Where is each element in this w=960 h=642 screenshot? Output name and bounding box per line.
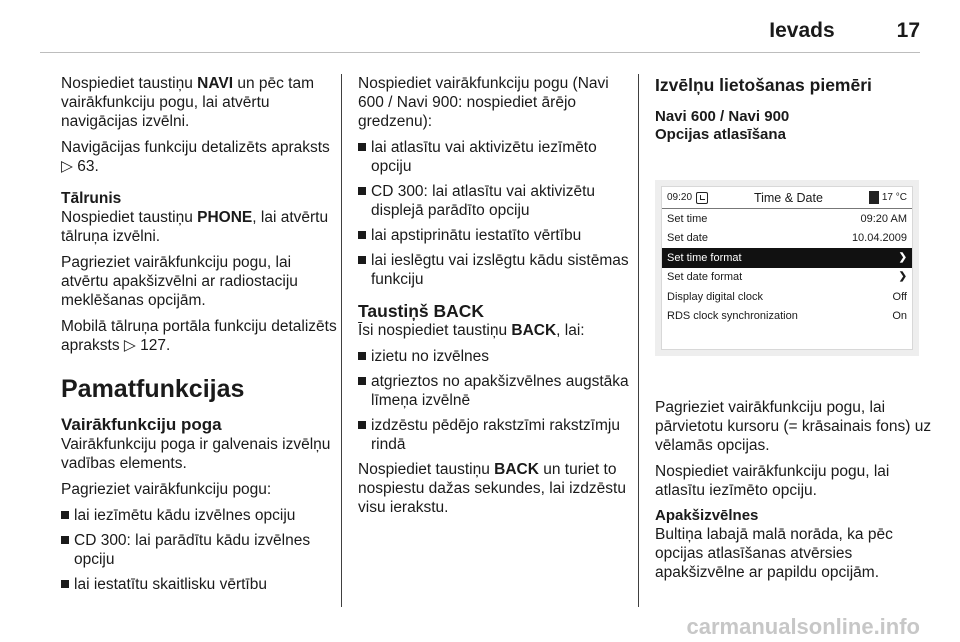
- paragraph-submenu-arrow: Bultiņa labajā malā norāda, ka pēc opcijas atlasīšanas atvērsies apakšizvēlne ar papildu opcijām.: [655, 526, 893, 581]
- paragraph-knob: Vairākfunkciju poga ir galvenais izvēlņu vadības elements.: [61, 436, 331, 472]
- display-screen: [661, 186, 913, 350]
- page-ref-arrow-icon: ▷: [123, 337, 141, 354]
- display-status-bar: [662, 187, 912, 209]
- list-item: izietu no izvēlnes: [358, 347, 634, 366]
- page-title: Ievads: [769, 19, 835, 42]
- header-rule: [40, 52, 920, 53]
- key-back: BACK: [511, 322, 557, 339]
- menu-item-display-digital-clock[interactable]: Display digital clock Off: [667, 290, 907, 303]
- knob-heading: Vairākfunkciju poga: [61, 415, 222, 434]
- page-header: [769, 14, 920, 48]
- paragraph-nav-ref: Navigācijas funkciju detalizēts apraksts ▷ 63.: [61, 139, 330, 175]
- paragraph-rotate: Pagrieziet vairākfunkciju pogu:: [61, 481, 272, 498]
- menu-item-set-time-format[interactable]: Set time format ❯: [662, 248, 912, 268]
- paragraph-cursor: Pagrieziet vairākfunkciju pogu, lai pārvietotu kursoru (= krāsainais fons) uz vēlamās opcijas.: [655, 399, 932, 454]
- display-title: Time & Date: [753, 190, 823, 205]
- menu-examples-heading: Izvēlņu lietošanas piemēri: [655, 75, 872, 95]
- watermark: carmanualsonline.info: [686, 614, 920, 639]
- column-divider-2: [638, 74, 639, 607]
- screenshot-figure: [655, 180, 919, 356]
- page-number: 17: [896, 19, 920, 42]
- chevron-right-icon: ❯: [898, 271, 907, 283]
- submenus-heading: Apakšizvēlnes: [655, 507, 759, 524]
- back-bullet-list: [358, 347, 634, 454]
- rotate-bullet-list: [61, 506, 337, 594]
- option-select-heading: Opcijas atlasīšana: [655, 126, 786, 143]
- menu-item-set-date-format[interactable]: Set date format ❯: [667, 271, 907, 284]
- paragraph-submenu: Pagrieziet vairākfunkciju pogu, lai atvērtu apakšizvēlni ar radiostaciju meklēšanas opcijām.: [61, 254, 298, 309]
- column-3: [655, 74, 935, 589]
- paragraph-phone: Nospiediet taustiņu PHONE, lai atvērtu tālruņa izvēlni.: [61, 209, 329, 245]
- list-item: lai apstiprinātu iestatīto vērtību: [358, 226, 634, 245]
- page-ref-link[interactable]: 127: [140, 337, 166, 354]
- key-navi: NAVI: [197, 75, 234, 92]
- page-ref-link[interactable]: 63: [77, 158, 95, 175]
- list-item: lai ieslēgtu vai izslēgtu kādu sistēmas funkciju: [358, 251, 634, 289]
- navi-model-heading: Navi 600 / Navi 900: [655, 108, 790, 125]
- column-divider-1: [341, 74, 342, 607]
- paragraph-navi: Nospiediet taustiņu NAVI un pēc tam vairākfunkciju pogu, lai atvērtu navigācijas izvēlni.: [61, 75, 315, 130]
- key-back: BACK: [494, 461, 539, 478]
- page-ref-arrow-icon: ▷: [61, 158, 78, 175]
- paragraph-back-hold: Nospiediet taustiņu BACK un turiet to nospiestu dažas sekundes, lai izdzēstu visu ierakstu.: [358, 461, 626, 516]
- paragraph-select: Nospiediet vairākfunkciju pogu, lai atlasītu iezīmēto opciju.: [655, 463, 890, 499]
- menu-item-set-date[interactable]: Set date 10.04.2009: [667, 232, 907, 245]
- chevron-right-icon: ❯: [898, 251, 907, 263]
- menu-item-rds-clock-sync[interactable]: RDS clock synchronization On: [667, 310, 907, 323]
- press-bullet-list: [358, 138, 634, 289]
- column-2: [358, 74, 634, 524]
- list-item: lai iestatītu skaitlisku vērtību: [61, 575, 337, 594]
- thermometer-icon: [869, 191, 879, 204]
- column-1: [61, 74, 337, 600]
- list-item: CD 300: lai atlasītu vai aktivizētu displejā parādīto opciju: [358, 182, 634, 220]
- list-item: izdzēstu pēdējo rakstzīmi rakstzīmju rindā: [358, 416, 634, 454]
- list-item: CD 300: lai parādītu kādu izvēlnes opciju: [61, 531, 337, 569]
- list-item: lai iezīmētu kādu izvēlnes opciju: [61, 506, 337, 525]
- list-item: atgrieztos no apakšizvēlnes augstāka līmeņa izvēlnē: [358, 372, 634, 410]
- paragraph-back: Īsi nospiediet taustiņu BACK, lai:: [358, 322, 585, 339]
- menu-item-set-time[interactable]: Set time 09:20 AM: [667, 212, 907, 225]
- phone-heading: Tālrunis: [61, 190, 122, 207]
- display-temperature: 17 °C: [881, 191, 907, 203]
- paragraph-press: Nospiediet vairākfunkciju pogu (Navi 600 / Navi 900: nospiediet ārējo gredzenu):: [358, 75, 609, 130]
- paragraph-phone-ref: Mobilā tālruņa portāla funkciju detalizēts apraksts ▷ 127.: [61, 318, 337, 354]
- key-phone: PHONE: [197, 209, 253, 226]
- display-time: 09:20: [667, 191, 693, 203]
- back-heading: Taustiņš BACK: [358, 301, 485, 321]
- section-heading-basic: Pamatfunkcijas: [61, 375, 245, 403]
- clock-icon: [696, 192, 708, 204]
- list-item: lai atlasītu vai aktivizētu iezīmēto opciju: [358, 138, 634, 176]
